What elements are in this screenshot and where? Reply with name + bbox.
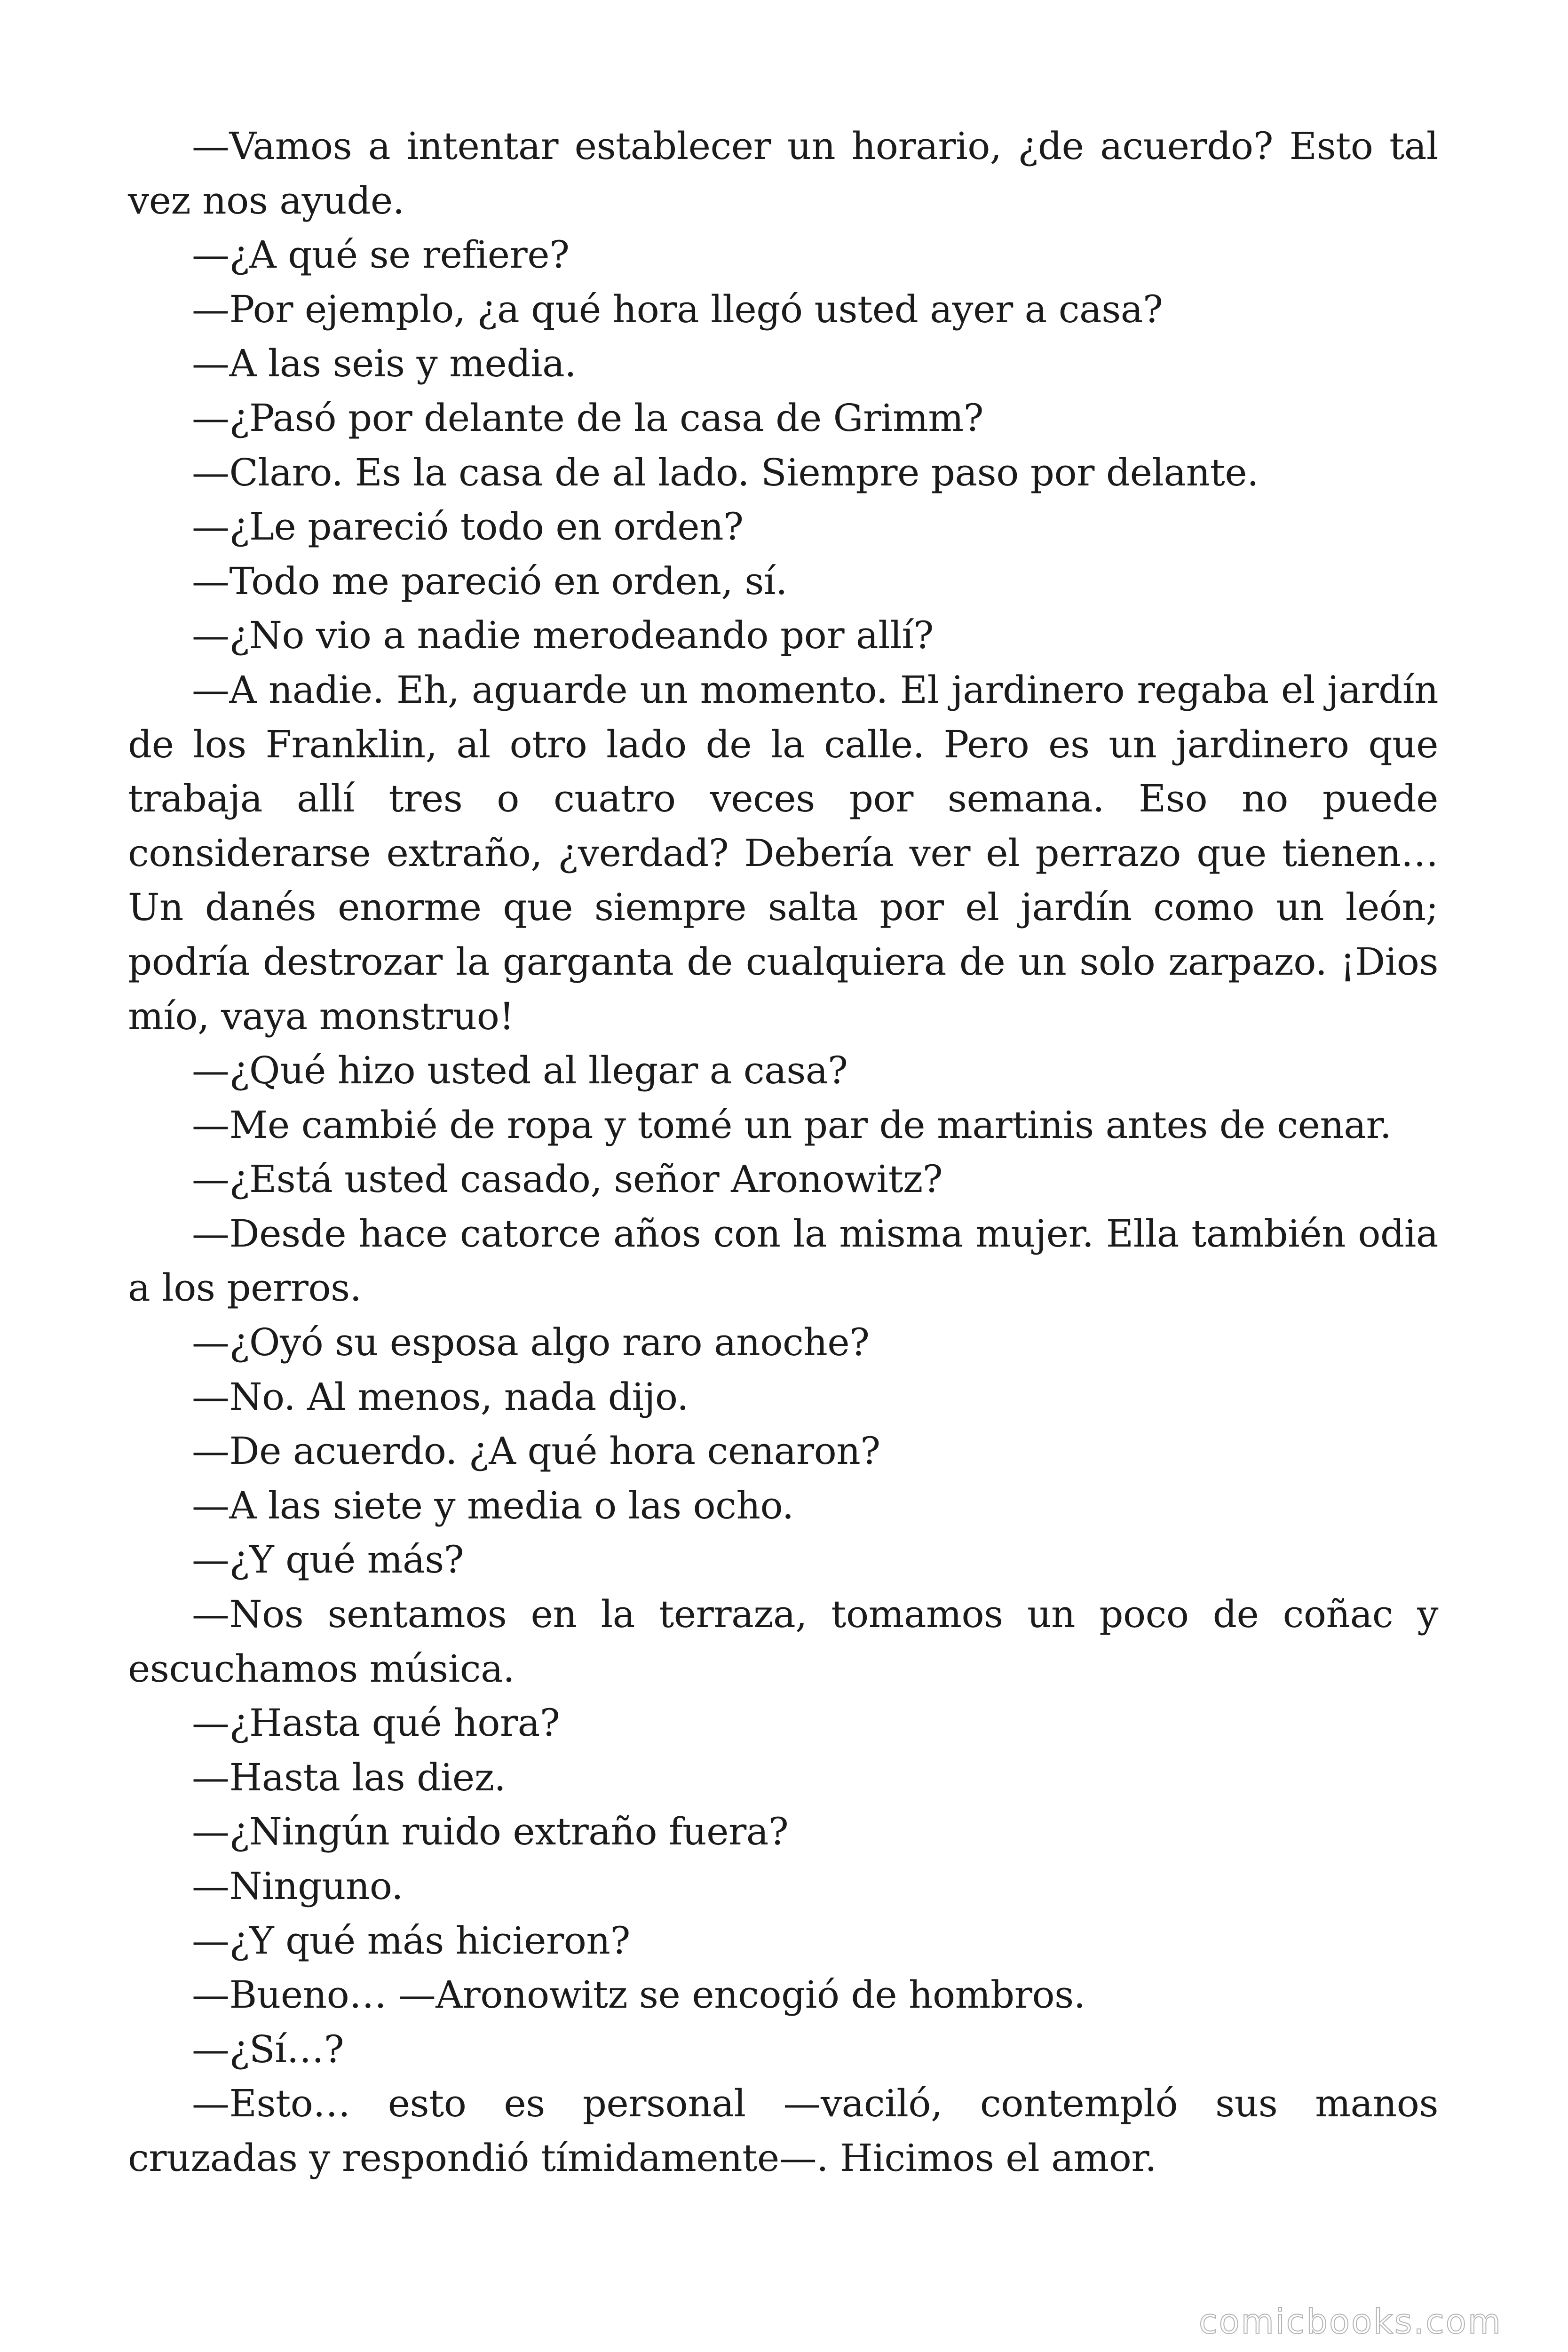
paragraph: —De acuerdo. ¿A qué hora cenaron?	[192, 1429, 880, 1473]
paragraph: —¿Y qué más?	[192, 1538, 464, 1582]
paragraph: —A las siete y media o las ocho.	[192, 1483, 794, 1527]
paragraph: —Vamos a intentar establecer un horario, ¿de acuerdo? Esto tal vez nos ayude.	[128, 124, 1438, 222]
paragraph: —¿Está usted casado, señor Aronowitz?	[192, 1157, 943, 1201]
paragraph: —Todo me pareció en orden, sí.	[192, 559, 787, 603]
paragraph: —¿Le pareció todo en orden?	[192, 505, 744, 549]
paragraph: —Hasta las diez.	[192, 1755, 506, 1799]
paragraph: —¿Y qué más hicieron?	[192, 1918, 630, 1963]
paragraph: —Ninguno.	[192, 1864, 404, 1908]
paragraph: —Bueno… —Aronowitz se encogió de hombros.	[192, 1973, 1085, 2017]
page-body-text	[128, 119, 1438, 2185]
paragraph: —A las seis y media.	[192, 342, 577, 386]
paragraph: —Claro. Es la casa de al lado. Siempre paso por delante.	[192, 450, 1259, 494]
watermark-text: comicbooks.com	[1198, 2302, 1502, 2341]
paragraph: —¿Ningún ruido extraño fuera?	[192, 1810, 789, 1854]
paragraph: —Por ejemplo, ¿a qué hora llegó usted ayer a casa?	[192, 287, 1163, 331]
paragraph: —Nos sentamos en la terraza, tomamos un poco de coñac y escuchamos música.	[128, 1592, 1438, 1691]
paragraph: —¿Qué hizo usted al llegar a casa?	[192, 1049, 848, 1093]
paragraph: —Desde hace catorce años con la misma mujer. Ella también odia a los perros.	[128, 1211, 1438, 1310]
paragraph: —¿No vio a nadie merodeando por allí?	[192, 613, 934, 658]
paragraph: —¿Hasta qué hora?	[192, 1701, 560, 1745]
paragraph: —No. Al menos, nada dijo.	[192, 1375, 689, 1419]
paragraph: —A nadie. Eh, aguarde un momento. El jardinero regaba el jardín de los Franklin, al otro lado de la calle. Pero es un jardinero que trabaja allí tres o cuatro veces por semana. Eso no puede considerarse extraño, ¿verdad? Debería ver el perrazo que tienen… Un danés enorme que siempre salta por el jardín como un león; podría destrozar la garganta de cualquiera de un solo zarpazo. ¡Dios mío, vaya monstruo!	[128, 667, 1438, 1038]
paragraph: —Me cambié de ropa y tomé un par de martinis antes de cenar.	[192, 1103, 1392, 1147]
paragraph: —¿Sí…?	[192, 2027, 344, 2071]
paragraph: —¿Pasó por delante de la casa de Grimm?	[192, 396, 983, 440]
paragraph: —Esto… esto es personal —vaciló, contempló sus manos cruzadas y respondió tímidamente—. Hicimos el amor.	[128, 2082, 1438, 2180]
paragraph: —¿A qué se refiere?	[192, 233, 570, 277]
paragraph: —¿Oyó su esposa algo raro anoche?	[192, 1320, 870, 1365]
